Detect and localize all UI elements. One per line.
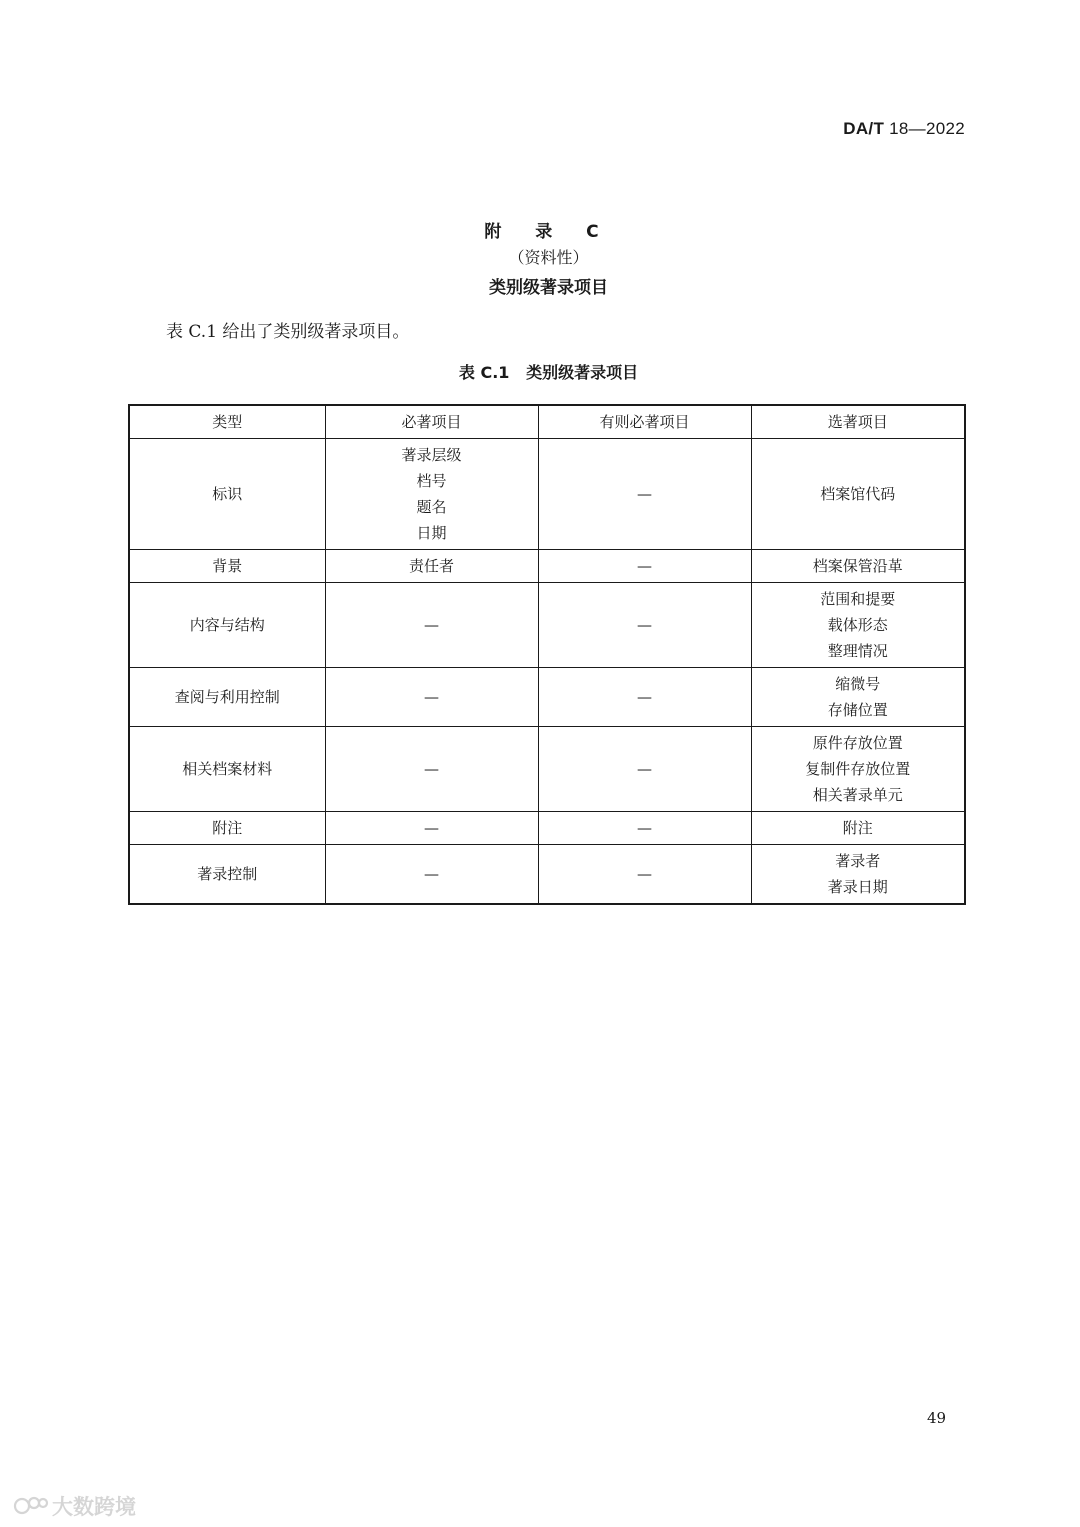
cell-optional [751,727,965,812]
cell-line: 复制件存放位置 [805,760,911,778]
intro-paragraph: 表 C.1 给出了类别级著录项目。 [166,322,410,342]
cell-line: 责任者 [408,557,454,575]
cell-optional [751,812,965,845]
cell-line: — [637,557,652,575]
cell-line: 著录层级 [401,446,462,464]
cell-line: 整理情况 [827,642,888,660]
cell-line: 档案保管沿革 [812,557,903,575]
cell-line: — [637,819,652,837]
cell-type: 查阅与利用控制 [129,668,325,727]
cell-required [325,550,538,583]
table-row [129,439,965,550]
cell-line: 相关著录单元 [812,786,903,804]
cell-type: 著录控制 [129,845,325,905]
cell-optional [751,439,965,550]
table-caption: 表 C.1 类别级著录项目 [458,363,639,382]
cell-conditional [538,845,751,905]
cell-required [325,812,538,845]
cell-line: 著录者 [835,852,881,870]
cell-line: — [424,616,439,634]
cell-line: 题名 [416,498,447,516]
cell-required [325,845,538,905]
cell-type: 附注 [129,812,325,845]
cell-conditional [538,550,751,583]
cell-optional [751,668,965,727]
cell-conditional [538,668,751,727]
cell-required [325,583,538,668]
cell-line: 原件存放位置 [812,734,903,752]
cell-line: — [424,819,439,837]
cell-required [325,727,538,812]
cell-line: — [637,760,652,778]
cell-required [325,668,538,727]
cell-line: — [424,865,439,883]
column-header-required: 必著项目 [325,405,538,439]
table-body [129,439,965,905]
cell-line: — [637,616,652,634]
table-header-row [129,405,965,439]
table-row [129,812,965,845]
cell-type: 相关档案材料 [129,727,325,812]
standard-year: 18—2022 [889,119,965,138]
table-row [129,668,965,727]
cell-line: — [637,688,652,706]
standard-number [843,119,965,139]
column-header-conditional: 有则必著项目 [538,405,751,439]
table-row [129,583,965,668]
cell-line: 档号 [416,472,447,490]
column-header-optional: 选著项目 [751,405,965,439]
appendix-note: （资料性） [508,248,589,267]
cell-line: — [637,865,652,883]
cell-line: 载体形态 [827,616,888,634]
cell-line: — [424,760,439,778]
cell-line: 范围和提要 [820,590,896,608]
watermark-logo [12,1489,148,1523]
cell-line: — [424,688,439,706]
page-number: 49 [927,1409,947,1427]
cell-line: 档案馆代码 [820,485,896,503]
cell-line: 日期 [416,524,447,542]
appendix-title: 附 录 C [484,222,613,242]
cell-required [325,439,538,550]
cell-conditional [538,727,751,812]
appendix-subject: 类别级著录项目 [489,278,608,298]
table-row [129,845,965,905]
standard-prefix: DA/T [843,119,885,138]
cell-type: 内容与结构 [129,583,325,668]
cell-line: — [637,485,652,503]
cell-type: 背景 [129,550,325,583]
cell-conditional [538,812,751,845]
cell-optional [751,550,965,583]
watermark-text: 大数跨境 [52,1495,136,1519]
cell-conditional [538,439,751,550]
cell-line: 著录日期 [827,878,888,896]
cell-type: 标识 [129,439,325,550]
catalog-items-table [128,404,966,905]
table-row [129,727,965,812]
cell-optional [751,845,965,905]
table-row [129,550,965,583]
cell-line: 附注 [842,819,873,837]
cell-line: 存储位置 [827,701,888,719]
cell-conditional [538,583,751,668]
cell-line: 缩微号 [835,675,881,693]
column-header-type: 类型 [129,405,325,439]
cell-optional [751,583,965,668]
